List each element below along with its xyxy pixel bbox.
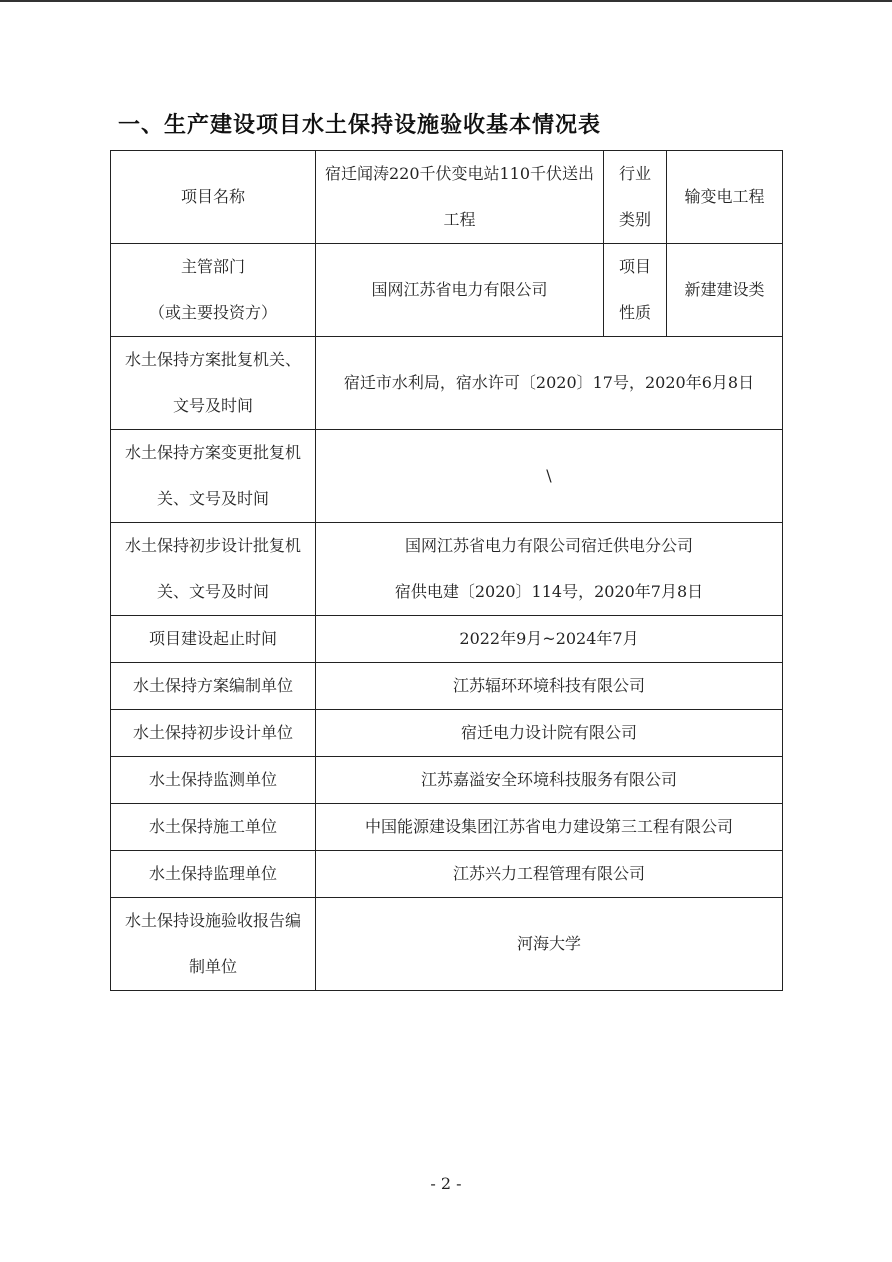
industry-category-value: 输变电工程	[667, 151, 783, 244]
plan-approval-value: 宿迁市水利局，宿水许可〔2020〕17号，2020年6月8日	[316, 337, 783, 430]
table-row	[111, 616, 783, 663]
report-compiler-label: 水土保持设施验收报告编制单位	[111, 898, 316, 991]
monitoring-unit-value: 江苏嘉溢安全环境科技服务有限公司	[316, 757, 783, 804]
report-compiler-value: 河海大学	[316, 898, 783, 991]
table-row	[111, 523, 783, 616]
project-nature-label: 项目性质	[604, 244, 667, 337]
plan-change-value: \	[316, 430, 783, 523]
plan-compiler-label: 水土保持方案编制单位	[111, 663, 316, 710]
monitoring-unit-label: 水土保持监测单位	[111, 757, 316, 804]
table-row	[111, 804, 783, 851]
supervision-unit-value: 江苏兴力工程管理有限公司	[316, 851, 783, 898]
project-name-value: 宿迁闻涛220千伏变电站110千伏送出工程	[316, 151, 604, 244]
page-title: 一、生产建设项目水土保持设施验收基本情况表	[118, 113, 602, 138]
table-row	[111, 151, 783, 244]
table-row	[111, 430, 783, 523]
table-row	[111, 244, 783, 337]
table-row	[111, 898, 783, 991]
construction-period-label: 项目建设起止时间	[111, 616, 316, 663]
construction-unit-label: 水土保持施工单位	[111, 804, 316, 851]
project-nature-value: 新建建设类	[667, 244, 783, 337]
design-approval-value	[316, 523, 783, 616]
department-label	[111, 244, 316, 337]
plan-compiler-value: 江苏辐环环境科技有限公司	[316, 663, 783, 710]
acceptance-basic-info-table	[110, 150, 783, 991]
table-row	[111, 663, 783, 710]
table-row	[111, 851, 783, 898]
page-number: - 2 -	[430, 1174, 462, 1193]
plan-approval-label: 水土保持方案批复机关、文号及时间	[111, 337, 316, 430]
construction-unit-value: 中国能源建设集团江苏省电力建设第三工程有限公司	[316, 804, 783, 851]
plan-change-label: 水土保持方案变更批复机关、文号及时间	[111, 430, 316, 523]
design-approval-label: 水土保持初步设计批复机关、文号及时间	[111, 523, 316, 616]
design-approval-value-line1: 国网江苏省电力有限公司宿迁供电分公司	[404, 536, 693, 555]
supervision-unit-label: 水土保持监理单位	[111, 851, 316, 898]
construction-period-value: 2022年9月~2024年7月	[316, 616, 783, 663]
department-label-line1: 主管部门	[180, 257, 245, 276]
project-name-label: 项目名称	[111, 151, 316, 244]
table-row	[111, 710, 783, 757]
design-unit-value: 宿迁电力设计院有限公司	[316, 710, 783, 757]
design-approval-value-line2: 宿供电建〔2020〕114号，2020年7月8日	[394, 582, 704, 601]
industry-category-label: 行业类别	[604, 151, 667, 244]
department-label-line2: （或主要投资方）	[148, 303, 277, 322]
design-unit-label: 水土保持初步设计单位	[111, 710, 316, 757]
table-row	[111, 337, 783, 430]
table-row	[111, 757, 783, 804]
top-border-line	[0, 0, 892, 2]
department-value: 国网江苏省电力有限公司	[316, 244, 604, 337]
